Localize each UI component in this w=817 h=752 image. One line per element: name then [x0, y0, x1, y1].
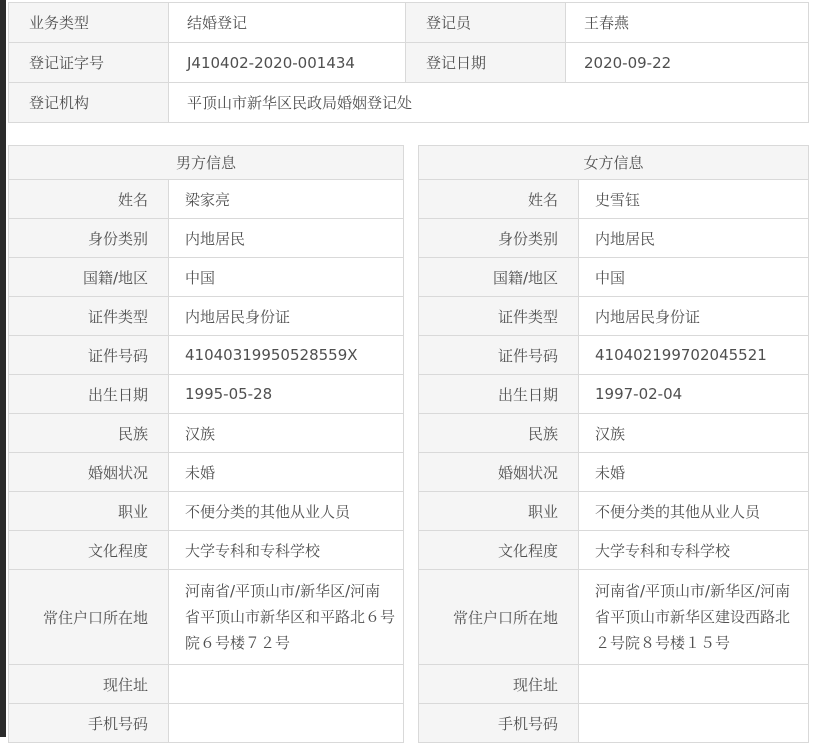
table-row	[419, 297, 809, 336]
table-row	[419, 531, 809, 570]
field-label: 身份类别	[419, 219, 579, 258]
table-row	[419, 704, 809, 743]
field-value: 汉族	[579, 414, 809, 453]
field-value: 内地居民	[579, 219, 809, 258]
female-info-table	[418, 145, 809, 743]
field-value	[579, 704, 809, 743]
male-info-title: 男方信息	[9, 146, 404, 180]
field-label: 证件类型	[9, 297, 169, 336]
field-label: 出生日期	[9, 375, 169, 414]
business-type-value: 结婚登记	[169, 3, 406, 43]
table-row	[419, 665, 809, 704]
table-row	[9, 492, 404, 531]
field-label: 现住址	[9, 665, 169, 704]
field-value: 1995-05-28	[169, 375, 404, 414]
registration-date-label: 登记日期	[406, 43, 566, 83]
registrar-label: 登记员	[406, 3, 566, 43]
field-label: 出生日期	[419, 375, 579, 414]
field-label: 证件类型	[419, 297, 579, 336]
table-row	[9, 704, 404, 743]
field-label: 证件号码	[9, 336, 169, 375]
table-row	[419, 336, 809, 375]
table-row	[9, 453, 404, 492]
table-row	[419, 375, 809, 414]
table-row	[419, 492, 809, 531]
table-header-row	[9, 146, 404, 180]
field-label: 职业	[419, 492, 579, 531]
field-label: 手机号码	[9, 704, 169, 743]
table-row	[9, 83, 809, 123]
female-info-title: 女方信息	[419, 146, 809, 180]
field-value	[169, 665, 404, 704]
table-row	[9, 570, 404, 665]
field-label: 姓名	[419, 180, 579, 219]
field-label: 文化程度	[9, 531, 169, 570]
table-row	[9, 297, 404, 336]
table-row	[9, 3, 809, 43]
table-row	[9, 531, 404, 570]
field-value: 河南省/平顶山市/新华区/河南省平顶山市新华区和平路北６号院６号楼７２号	[169, 570, 404, 665]
table-row	[419, 219, 809, 258]
table-row	[9, 336, 404, 375]
field-value: 大学专科和专科学校	[579, 531, 809, 570]
field-value: 梁家亮	[169, 180, 404, 219]
field-value: 大学专科和专科学校	[169, 531, 404, 570]
field-label: 证件号码	[419, 336, 579, 375]
window-edge-strip	[0, 0, 6, 737]
field-label: 常住户口所在地	[9, 570, 169, 665]
field-label: 手机号码	[419, 704, 579, 743]
registration-summary-table	[8, 2, 809, 123]
field-value: 内地居民身份证	[579, 297, 809, 336]
table-row	[419, 570, 809, 665]
field-label: 文化程度	[419, 531, 579, 570]
field-value: 内地居民	[169, 219, 404, 258]
field-label: 婚姻状况	[419, 453, 579, 492]
field-value: 410402199702045521	[579, 336, 809, 375]
field-value: 内地居民身份证	[169, 297, 404, 336]
field-label: 职业	[9, 492, 169, 531]
field-value: 不便分类的其他从业人员	[169, 492, 404, 531]
field-label: 姓名	[9, 180, 169, 219]
field-label: 国籍/地区	[419, 258, 579, 297]
table-row	[9, 180, 404, 219]
field-value: 中国	[169, 258, 404, 297]
field-label: 婚姻状况	[9, 453, 169, 492]
field-label: 民族	[419, 414, 579, 453]
table-row	[419, 414, 809, 453]
field-label: 常住户口所在地	[419, 570, 579, 665]
table-row	[9, 258, 404, 297]
field-value: 41040319950528559X	[169, 336, 404, 375]
table-row	[9, 414, 404, 453]
field-value: 史雪钰	[579, 180, 809, 219]
table-row	[9, 43, 809, 83]
certificate-no-value: J410402-2020-001434	[169, 43, 406, 83]
certificate-no-label: 登记证字号	[9, 43, 169, 83]
table-row	[419, 258, 809, 297]
field-value: 不便分类的其他从业人员	[579, 492, 809, 531]
field-value: 未婚	[169, 453, 404, 492]
male-info-table	[8, 145, 404, 743]
field-value: 中国	[579, 258, 809, 297]
field-label: 身份类别	[9, 219, 169, 258]
field-label: 国籍/地区	[9, 258, 169, 297]
table-row	[9, 375, 404, 414]
field-value: 1997-02-04	[579, 375, 809, 414]
registration-office-value: 平顶山市新华区民政局婚姻登记处	[169, 83, 809, 123]
registration-date-value: 2020-09-22	[566, 43, 809, 83]
registrar-value: 王春燕	[566, 3, 809, 43]
field-label: 民族	[9, 414, 169, 453]
field-value	[169, 704, 404, 743]
field-label: 现住址	[419, 665, 579, 704]
table-row	[419, 453, 809, 492]
field-value: 河南省/平顶山市/新华区/河南省平顶山市新华区建设西路北２号院８号楼１５号	[579, 570, 809, 665]
field-value: 汉族	[169, 414, 404, 453]
field-value	[579, 665, 809, 704]
registration-office-label: 登记机构	[9, 83, 169, 123]
table-row	[419, 180, 809, 219]
business-type-label: 业务类型	[9, 3, 169, 43]
table-header-row	[419, 146, 809, 180]
table-row	[9, 219, 404, 258]
table-row	[9, 665, 404, 704]
field-value: 未婚	[579, 453, 809, 492]
